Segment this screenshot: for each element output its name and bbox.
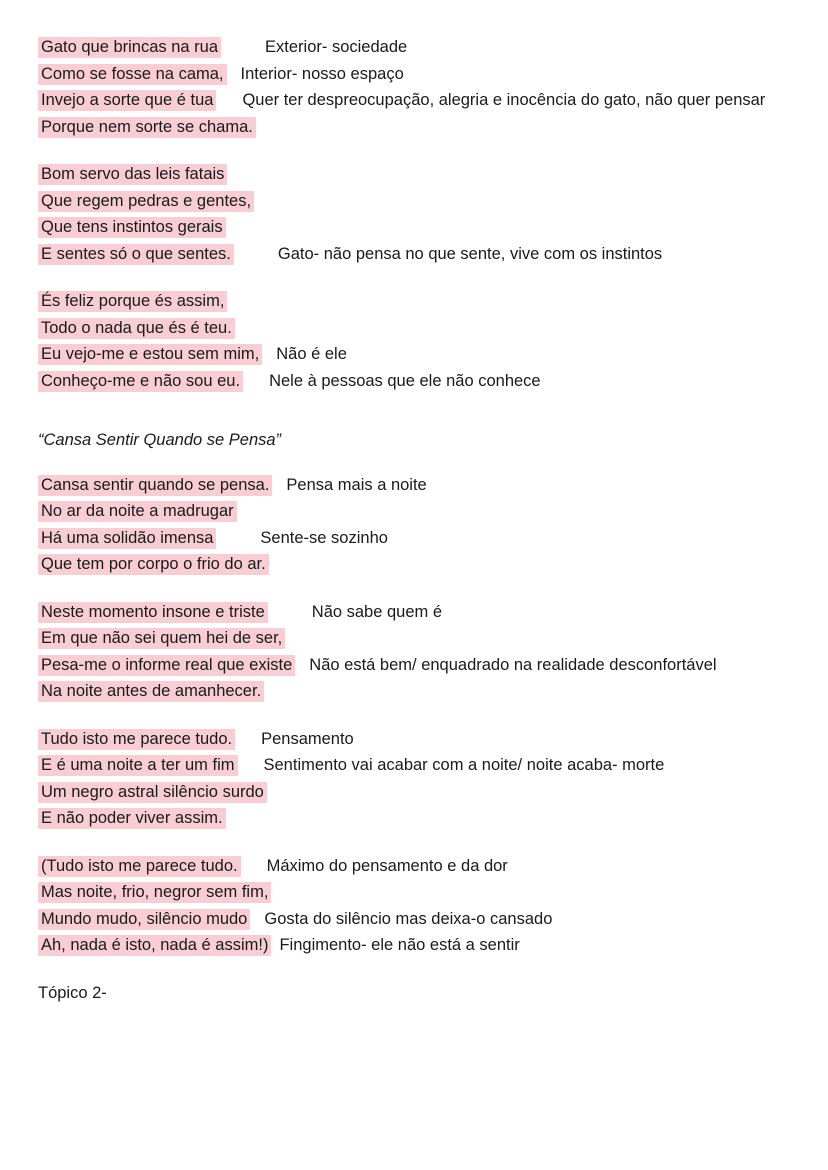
poem-line [38,906,790,933]
highlighted-text: Na noite antes de amanhecer. [38,681,264,702]
annotation-note: Sentimento vai acabar com a noite/ noite acaba- morte [263,756,665,774]
highlighted-text: Pesa-me o informe real que existe [38,655,295,676]
stanza-4 [38,472,790,578]
poem-line [38,34,790,61]
poem-line [38,472,790,499]
stanzas-group-2 [38,472,790,959]
highlighted-text: Ah, nada é isto, nada é assim!) [38,935,271,956]
highlighted-text: Mas noite, frio, negror sem fim, [38,882,271,903]
poem-line [38,726,790,753]
poem-line [38,498,790,525]
annotation-note: Pensa mais a noite [286,475,427,494]
annotation-note: Nele à pessoas que ele não conhece [269,371,541,390]
poem-title: “Cansa Sentir Quando se Pensa” [38,431,282,449]
footer-topic-line: Tópico 2- [38,983,107,1002]
highlighted-text: Tudo isto me parece tudo. [38,729,235,750]
poem-line [38,879,790,906]
annotation-note: Gato- não pensa no que sente, vive com os instintos [277,244,663,263]
stanza-7 [38,853,790,959]
poem-line [38,288,790,315]
stanza-5 [38,599,790,705]
highlighted-text: Que regem pedras e gentes, [38,191,254,212]
poem-line [38,188,790,215]
highlighted-text: Eu vejo-me e estou sem mim, [38,344,262,365]
stanzas-group-1 [38,34,790,394]
poem-line [38,678,790,705]
poem-line [38,599,790,626]
highlighted-text: No ar da noite a madrugar [38,501,237,522]
highlighted-text: Como se fosse na cama, [38,64,227,85]
section-spacer [38,415,790,423]
annotation-note: Fingimento- ele não está a sentir [279,936,520,954]
poem-line [38,341,790,368]
highlighted-text: Todo o nada que és é teu. [38,318,235,339]
annotation-note: Sente-se sozinho [260,528,388,547]
poem-line [38,61,790,88]
highlighted-text: Há uma solidão imensa [38,528,216,549]
highlighted-text: Um negro astral silêncio surdo [38,782,267,803]
highlighted-text: E é uma noite a ter um fim [38,755,238,776]
highlighted-text: E não poder viver assim. [38,808,226,829]
poem-line [38,652,790,679]
highlighted-text: Porque nem sorte se chama. [38,117,256,138]
poem-line [38,551,790,578]
poem-line [38,525,790,552]
highlighted-text: (Tudo isto me parece tudo. [38,856,241,877]
poem-line [38,114,790,141]
highlighted-text: Conheço-me e não sou eu. [38,371,243,392]
stanza-1 [38,34,790,140]
poem-line [38,315,790,342]
poem-line [38,625,790,652]
highlighted-text: Invejo a sorte que é tua [38,90,216,111]
annotation-note: Máximo do pensamento e da dor [266,856,508,875]
highlighted-text: Cansa sentir quando se pensa. [38,475,272,496]
highlighted-text: Mundo mudo, silêncio mudo [38,909,250,930]
stanza-3 [38,288,790,394]
poem-line [38,161,790,188]
highlighted-text: Que tem por corpo o frio do ar. [38,554,269,575]
poem-line [38,779,790,806]
annotation-note: Interior- nosso espaço [240,64,404,83]
highlighted-text: Que tens instintos gerais [38,217,226,238]
highlighted-text: Bom servo das leis fatais [38,164,227,185]
poem-line [38,368,790,395]
annotation-note: Não é ele [276,345,347,363]
annotation-note: Pensamento [261,729,354,748]
stanza-6 [38,726,790,832]
highlighted-text: És feliz porque és assim, [38,291,227,312]
annotation-note: Gosta do silêncio mas deixa-o cansado [264,909,553,928]
poem-line [38,853,790,880]
stanza-2 [38,161,790,267]
annotation-note: Não sabe quem é [311,602,443,621]
poem-line [38,214,790,241]
highlighted-text: Neste momento insone e triste [38,602,268,623]
annotation-note: Exterior- sociedade [265,38,408,56]
poem-line [38,87,790,114]
annotation-note: Não está bem/ enquadrado na realidade desconfortável [309,655,717,674]
poem-line [38,241,790,268]
highlighted-text: E sentes só o que sentes. [38,244,234,265]
poem-line [38,805,790,832]
highlighted-text: Gato que brincas na rua [38,37,221,58]
poem-line [38,752,790,779]
highlighted-text: Em que não sei quem hei de ser, [38,628,285,649]
annotation-note: Quer ter despreocupação, alegria e inocência do gato, não quer pensar [242,91,766,109]
poem-line [38,932,790,959]
